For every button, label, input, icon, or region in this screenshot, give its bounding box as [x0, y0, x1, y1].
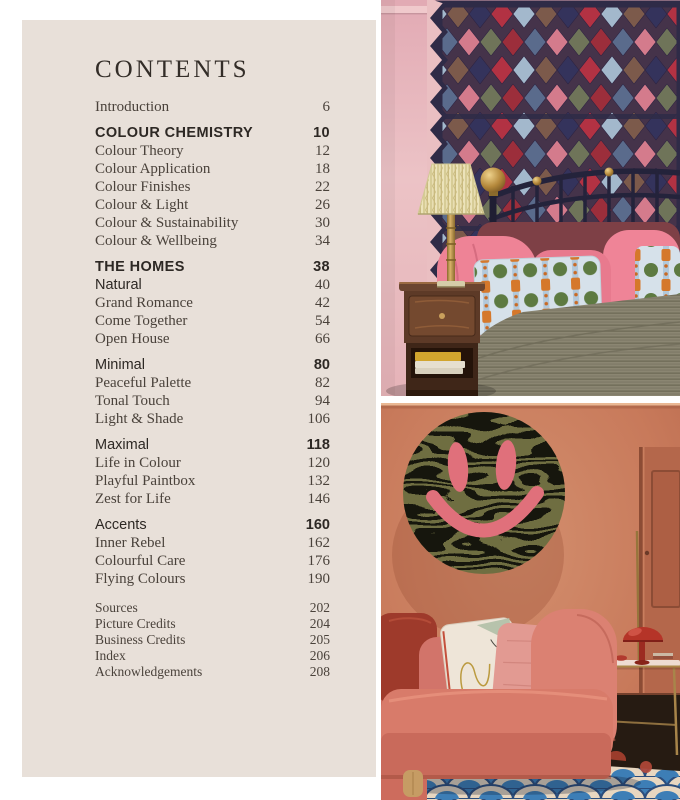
toc-entry-page: 34 — [315, 233, 330, 249]
toc-entry-page: 94 — [315, 393, 330, 409]
toc-entry-page: 160 — [305, 517, 330, 533]
toc-row — [95, 570, 330, 588]
toc-entry-label: Come Together — [95, 313, 188, 329]
brass-bed-knob — [481, 168, 506, 193]
toc-entry-page: 120 — [307, 455, 330, 471]
toc-row — [95, 410, 330, 428]
toc-row — [95, 436, 330, 454]
toc-row — [95, 178, 330, 196]
toc-entry-label: Introduction — [95, 99, 170, 115]
toc-entry-label: Peaceful Palette — [95, 375, 192, 391]
toc-entry-label: Maximal — [95, 437, 149, 453]
toc-entry-page: 6 — [322, 99, 330, 115]
toc-row — [95, 232, 330, 250]
toc-entry-label: Sources — [95, 600, 138, 615]
toc-entry-page: 10 — [313, 125, 330, 141]
toc-entry-label: Tonal Touch — [95, 393, 170, 409]
toc-row — [95, 312, 330, 330]
toc-row — [95, 214, 330, 232]
toc-entry-label: Inner Rebel — [95, 535, 166, 551]
bedroom-illustration — [381, 0, 680, 396]
toc-entry-page: 42 — [315, 295, 330, 311]
toc-row — [95, 472, 330, 490]
bedroom-photo — [381, 0, 680, 396]
toc-entry-label: THE HOMES — [95, 259, 185, 275]
toc-list — [95, 98, 330, 680]
toc-row — [95, 516, 330, 534]
toc-row — [95, 632, 330, 648]
toc-row — [95, 552, 330, 570]
toc-row — [95, 490, 330, 508]
toc-entry-label: Colour Application — [95, 161, 211, 177]
toc-row — [95, 664, 330, 680]
toc-entry-label: Colour & Wellbeing — [95, 233, 217, 249]
toc-entry-page: 66 — [315, 331, 330, 347]
toc-entry-label: Colour Finishes — [95, 179, 191, 195]
toc-entry-label: Acknowledgements — [95, 664, 203, 679]
toc-entry-page: 202 — [309, 600, 330, 615]
toc-entry-label: Zest for Life — [95, 491, 171, 507]
toc-row — [95, 648, 330, 664]
toc-entry-label: Colour & Sustainability — [95, 215, 239, 231]
toc-entry-page: 205 — [309, 632, 330, 647]
toc-entry-label: Open House — [95, 331, 170, 347]
toc-entry-label: Business Credits — [95, 632, 186, 647]
toc-entry-page: 54 — [315, 313, 330, 329]
toc-entry-page: 190 — [307, 571, 330, 587]
stacked-books — [415, 352, 465, 374]
toc-entry-page: 106 — [307, 411, 330, 427]
toc-entry-label: Natural — [95, 277, 142, 293]
coral-sofa — [381, 609, 617, 800]
living-room-illustration — [381, 403, 680, 800]
toc-row — [95, 454, 330, 472]
toc-row — [95, 294, 330, 312]
toc-entry-page: 38 — [313, 259, 330, 275]
toc-entry-page: 146 — [307, 491, 330, 507]
toc-entry-label: Grand Romance — [95, 295, 193, 311]
toc-row — [95, 374, 330, 392]
toc-entry-page: 206 — [309, 648, 330, 663]
toc-entry-label: Accents — [95, 517, 147, 533]
toc-entry-page: 18 — [315, 161, 330, 177]
toc-entry-page: 26 — [315, 197, 330, 213]
toc-entry-page: 82 — [315, 375, 330, 391]
toc-row — [95, 276, 330, 294]
toc-entry-page: 12 — [315, 143, 330, 159]
toc-entry-page: 40 — [315, 277, 330, 293]
toc-entry-label: Colour Theory — [95, 143, 184, 159]
toc-row — [95, 600, 330, 616]
toc-row — [95, 330, 330, 348]
toc-entry-page: 132 — [307, 473, 330, 489]
toc-entry-label: COLOUR CHEMISTRY — [95, 125, 254, 141]
toc-entry-label: Colour & Light — [95, 197, 189, 213]
toc-entry-page: 162 — [307, 535, 330, 551]
toc-entry-label: Colourful Care — [95, 553, 186, 569]
toc-row — [95, 160, 330, 178]
toc-entry-page: 30 — [315, 215, 330, 231]
toc-row — [95, 392, 330, 410]
toc-entry-label: Life in Colour — [95, 455, 181, 471]
toc-row — [95, 98, 330, 116]
toc-row — [95, 258, 330, 276]
toc-entry-label: Index — [95, 648, 126, 663]
toc-entry-page: 176 — [307, 553, 330, 569]
toc-row — [95, 196, 330, 214]
living-room-photo — [381, 403, 680, 800]
toc-entry-page: 204 — [309, 616, 330, 631]
page-title: CONTENTS — [95, 56, 250, 83]
toc-row — [95, 534, 330, 552]
toc-entry-label: Minimal — [95, 357, 145, 373]
toc-row — [95, 616, 330, 632]
toc-entry-label: Playful Paintbox — [95, 473, 196, 489]
toc-entry-label: Light & Shade — [95, 411, 184, 427]
toc-entry-label: Picture Credits — [95, 616, 176, 631]
toc-row — [95, 356, 330, 374]
toc-entry-page: 22 — [315, 179, 330, 195]
toc-row — [95, 142, 330, 160]
contents-panel — [22, 20, 376, 777]
toc-entry-page: 208 — [309, 664, 330, 679]
toc-row — [95, 124, 330, 142]
toc-entry-label: Flying Colours — [95, 571, 186, 587]
toc-entry-page: 118 — [306, 437, 330, 453]
toc-entry-page: 80 — [313, 357, 330, 373]
